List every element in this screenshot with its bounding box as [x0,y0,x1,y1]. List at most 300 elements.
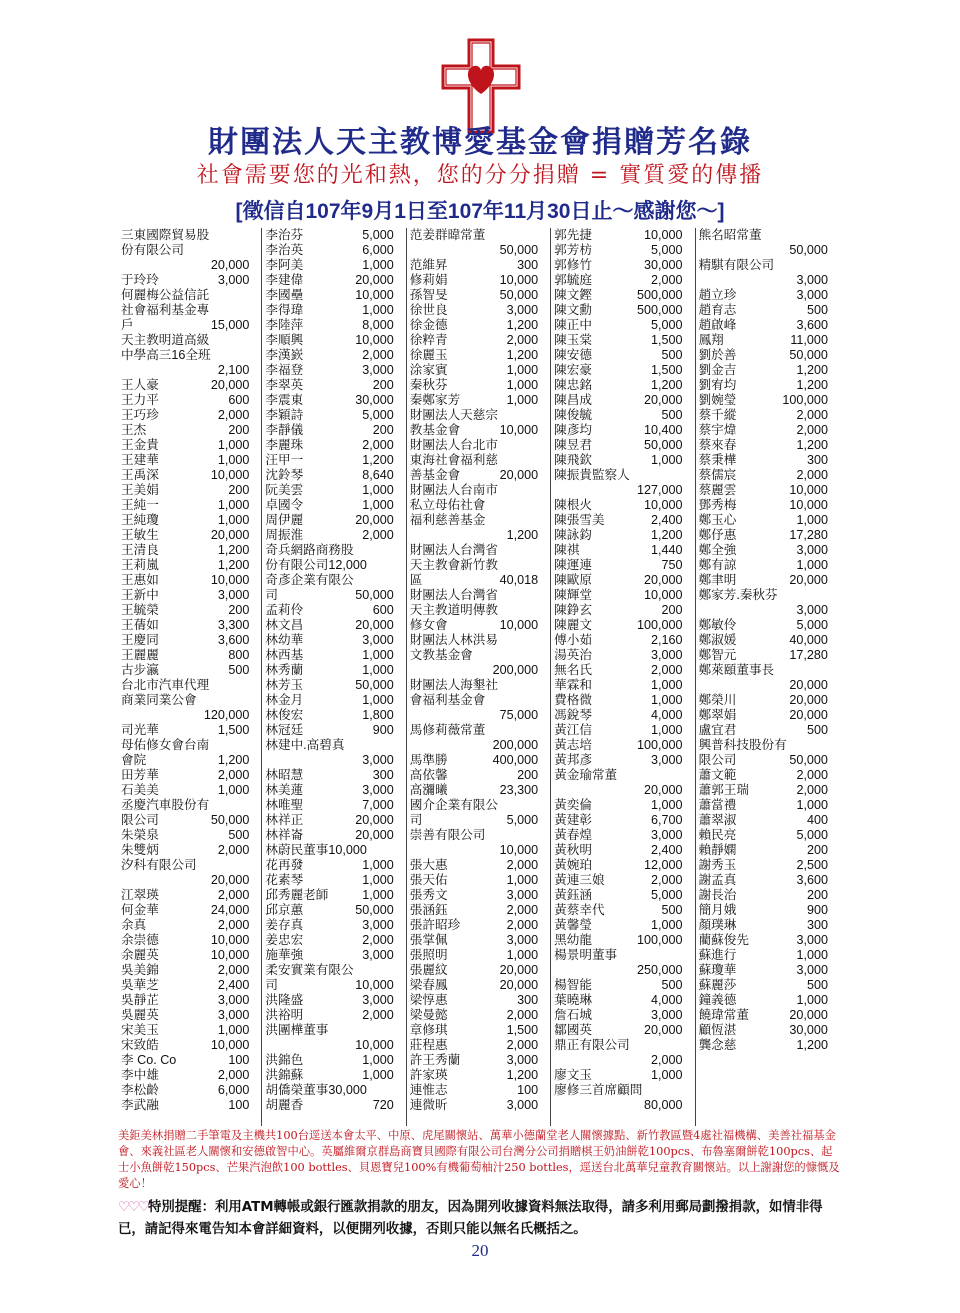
donor-entry [121,333,259,348]
donation-amount: 15,000 [210,318,250,332]
donor-entry [410,363,548,378]
donor-name: 國介企業有限公 [409,798,498,812]
donor-entry [699,693,838,708]
donor-name: 阮美雲 [265,483,304,497]
donor-name: 東海社會福利慈 [409,453,498,467]
donor-name: 徐金德 [409,318,448,332]
donation-amount: 2,000 [506,903,539,917]
donor-entry [121,693,259,708]
donor-name: 鄭有諒 [698,558,737,572]
donation-amount: 1,500 [651,333,683,347]
donor-entry [554,288,692,303]
donor-name: 洪錦色 [265,1053,304,1067]
donor-entry [121,288,259,303]
donor-entry [699,723,838,738]
donor-entry [121,558,259,573]
donor-list [118,228,840,1126]
donor-name: 善基金會 [409,468,461,482]
donor-entry [410,1053,548,1068]
donor-entry [410,483,548,498]
donor-entry [554,828,692,843]
donor-entry [121,318,259,333]
donation-amount: 200 [372,423,394,437]
donor-entry [554,333,692,348]
donation-amount: 1,500 [217,723,250,737]
donor-name: 王蒨如 [121,618,159,632]
donor-name: 林美蓮 [265,783,304,797]
donor-name: 郭先捷 [554,228,592,242]
donation-amount: 1,000 [362,303,394,317]
donor-entry [699,363,838,378]
donor-entry [410,1068,548,1083]
donation-amount [683,468,693,483]
donation-amount: 10,400 [644,423,683,437]
donor-entry [554,498,692,513]
donor-name: 吳麗英 [121,1008,159,1022]
donor-name: 林冠廷 [265,723,304,737]
donor-name: 李漢嶔 [265,348,304,362]
donor-name: 陳歐原 [554,573,592,587]
donor-name: 陳宏豪 [554,363,592,377]
donation-amount: 1,200 [217,558,250,572]
donation-amount: 20,000 [355,513,394,527]
donor-entry [410,843,548,858]
donor-entry [121,738,259,753]
donor-entry [699,948,838,963]
donor-name: 黃連三娘 [554,873,605,887]
donation-amount: 1,200 [217,753,250,767]
donor-entry [265,573,403,588]
donor-name: 修莉娟 [409,273,448,287]
donor-entry [265,828,403,843]
donor-entry [699,678,838,693]
donor-name: 李松齡 [121,1083,159,1097]
donor-entry [554,1068,692,1083]
donor-name: 張照明 [409,948,448,962]
donor-entry [121,378,259,393]
donor-name: 王建華 [121,453,159,467]
donor-entry [699,348,838,363]
donor-name: 司 [265,978,278,992]
donor-entry [699,393,838,408]
donor-name: 李陸萍 [265,318,304,332]
donation-amount: 200 [806,888,828,902]
donation-amount: 100,000 [637,738,683,752]
donor-name: 限公司 [121,813,159,827]
donor-name: 陳昌成 [554,393,592,407]
donor-entry [121,423,259,438]
donor-name: 謝長治 [698,888,737,902]
donation-amount: 1,200 [506,318,539,332]
donor-name: 李翠英 [265,378,304,392]
donor-name: 章修琪 [409,1023,448,1037]
donation-amount: 75,000 [499,708,539,722]
donor-name: 商業同業公會 [121,693,197,707]
donor-name: 林唯聖 [265,798,304,812]
donor-name: 陳輝堂 [554,588,592,602]
donor-name: 李靜儀 [265,423,304,437]
donor-name: 蕭翠淑 [698,813,737,827]
donor-entry [554,363,692,378]
donor-entry [554,348,692,363]
donor-name: 份有限公司12,000 [265,558,367,572]
donor-name: 陳麗文 [554,618,592,632]
donor-entry [699,513,838,528]
donor-name: 財團法人海墾社 [409,678,498,692]
donation-amount: 80,000 [644,1098,683,1112]
donation-amount: 50,000 [789,243,828,257]
donation-amount: 17,280 [789,528,828,542]
donor-name: 中學高三16全班 [121,348,211,362]
donation-amount: 1,000 [651,453,683,467]
donation-amount: 20,000 [499,978,539,992]
donation-amount: 50,000 [210,813,250,827]
donor-name: 施華強 [265,948,304,962]
donation-amount: 20,000 [644,573,683,587]
donation-amount: 3,600 [796,873,828,887]
donation-amount: 8,000 [362,318,394,332]
donation-amount: 200,000 [492,738,539,752]
donation-amount: 300 [806,453,828,467]
donor-name: 王清良 [121,543,159,557]
donation-amount: 800 [228,648,250,662]
donation-amount [394,1023,404,1038]
donor-name: 王杰 [121,423,147,437]
donor-name: 李國壘 [265,288,304,302]
donor-entry [410,408,548,423]
donation-amount: 400 [806,813,828,827]
donor-name: 奇兵網路商務股 [265,543,354,557]
donor-entry [265,1098,403,1113]
donor-name: 財團法人天慈宗 [409,408,498,422]
donor-name: 鄭家芳.秦秋芬 [698,588,778,602]
donor-entry [265,438,403,453]
donation-amount: 5,000 [362,228,394,242]
donor-entry [265,678,403,693]
donor-entry [121,948,259,963]
donor-name: 陳玉棠 [554,333,592,347]
donor-entry [410,648,548,663]
donor-name: 花素琴 [265,873,304,887]
donor-name: 林祥崙 [265,828,304,842]
donor-entry [265,288,403,303]
donation-amount: 2,000 [362,933,394,947]
donor-name: 李得瑋 [265,303,304,317]
donor-entry [265,633,403,648]
donation-amount: 1,000 [796,513,828,527]
donation-amount: 2,000 [796,768,828,782]
donation-amount: 3,000 [796,543,828,557]
donor-name: 姜存真 [265,918,304,932]
donor-name: 會福利基金會 [409,693,486,707]
donor-name: 林文昌 [265,618,304,632]
donation-amount: 20,000 [499,468,539,482]
donation-amount: 4,000 [651,993,683,1007]
donation-amount: 3,000 [362,918,394,932]
donor-entry [265,708,403,723]
donor-name: 興普科技股份有 [698,738,787,752]
donation-amount: 200 [661,603,683,617]
donation-amount [683,1038,693,1053]
donation-amount [394,738,404,753]
donation-amount: 100 [228,1098,250,1112]
donor-name: 湯英治 [554,648,592,662]
donation-amount: 2,000 [796,468,828,482]
donation-amount: 2,000 [362,1008,394,1022]
donor-entry [699,333,838,348]
donor-name: 王純瓊 [121,513,159,527]
donor-name: 李武融 [121,1098,159,1112]
donor-entry [265,993,403,1008]
donation-amount: 1,200 [506,1068,539,1082]
donor-entry [265,1053,403,1068]
donor-name: 沈鈴琴 [265,468,304,482]
donor-entry [554,543,692,558]
donor-entry [410,243,548,258]
donor-entry [121,678,259,693]
donation-amount: 2,400 [651,843,683,857]
donation-amount: 30,000 [644,258,683,272]
donation-amount [249,798,259,813]
donor-name: 胡麗香 [265,1098,304,1112]
donor-entry [554,1023,692,1038]
donor-name: 李福登 [265,363,304,377]
donation-amount: 3,000 [796,963,828,977]
donor-name: 林俊宏 [265,708,304,722]
donor-entry [554,648,692,663]
donor-entry [410,723,548,738]
donor-name: 黃志培 [554,738,592,752]
donation-amount: 3,000 [362,633,394,647]
donation-amount: 500 [806,303,828,317]
donor-entry [121,513,259,528]
donation-amount: 20,000 [210,873,250,887]
donation-amount: 5,000 [506,813,539,827]
donation-amount: 200,000 [492,663,539,677]
donation-amount: 2,000 [217,408,250,422]
donation-amount: 1,000 [217,783,250,797]
donor-entry [699,978,838,993]
donation-amount: 10,000 [644,588,683,602]
donation-amount: 20,000 [789,573,828,587]
donor-name: 王惠如 [121,573,159,587]
donor-name: 蔡來春 [698,438,737,452]
donor-entry [121,543,259,558]
donor-entry [410,693,548,708]
donation-amount: 3,000 [506,933,539,947]
donor-name: 奇彥企業有限公 [265,573,354,587]
donor-name: 陳根火 [554,498,592,512]
donor-entry [265,558,403,573]
donor-name: 蔡儒宸 [698,468,737,482]
donation-amount [828,738,838,753]
donor-name: 龔念慈 [698,1038,737,1052]
donation-amount: 3,000 [217,273,250,287]
donor-name: 鄭敏伶 [698,618,737,632]
donor-name: 蔡千縱 [698,408,737,422]
donor-name: 陳文鏗 [554,288,592,302]
donor-name: 徐世良 [409,303,448,317]
donor-name: 王毓榮 [121,603,159,617]
donor-name: 洪裕明 [265,1008,304,1022]
donor-entry [554,228,692,243]
donor-name: 趙啟峰 [698,318,737,332]
donation-amount: 3,600 [796,318,828,332]
donor-entry [265,858,403,873]
donor-name: 張大惠 [409,858,448,872]
donor-entry [265,378,403,393]
donor-entry [410,273,548,288]
donation-amount: 1,200 [217,543,250,557]
donor-entry [121,528,259,543]
donor-entry [699,708,838,723]
donor-entry [699,1008,838,1023]
donation-amount [538,438,548,453]
donor-entry [699,858,838,873]
donor-name: 吳華芝 [121,978,159,992]
donation-amount: 1,000 [506,393,539,407]
donation-amount [249,678,259,693]
donation-amount: 1,000 [796,798,828,812]
donation-amount: 2,000 [217,918,250,932]
donation-amount: 300 [517,258,539,272]
donation-amount: 3,000 [217,993,250,1007]
donor-name: 馬準勝 [409,753,448,767]
donor-entry [265,318,403,333]
donation-amount: 1,000 [362,258,394,272]
donor-name: 趙育志 [698,303,737,317]
donation-amount: 3,000 [217,1008,250,1022]
donor-entry [410,438,548,453]
donor-name: 林金月 [265,693,304,707]
donation-amount: 100 [228,1053,250,1067]
donor-name: 司 [265,588,278,602]
page-number: 20 [471,1241,489,1260]
donor-name: 周振淮 [265,528,304,542]
donor-name: 張掌佩 [409,933,448,947]
donation-amount [828,588,838,603]
donation-amount: 3,000 [651,1008,683,1022]
donor-entry [121,783,259,798]
donor-entry [265,1068,403,1083]
donor-entry [265,873,403,888]
donor-name: 黃鈺涵 [554,888,592,902]
donor-name: 李治英 [265,243,304,257]
donation-amount: 2,000 [506,918,539,932]
donor-name: 洪錦蘇 [265,1068,304,1082]
donor-entry [554,1083,692,1098]
donation-amount: 1,000 [651,798,683,812]
donor-name: 徐麗玉 [409,348,448,362]
donation-amount: 20,000 [355,618,394,632]
donor-name: 古步瀛 [121,663,159,677]
donor-entry [121,933,259,948]
donor-entry [699,288,838,303]
donor-name: 陳忠銘 [554,378,592,392]
donor-entry [554,618,692,633]
donor-name: 蘇麗莎 [698,978,737,992]
donor-name: 孟莉伶 [265,603,304,617]
donation-amount: 10,000 [210,1038,250,1052]
donor-name: 陳彥均 [554,423,592,437]
donor-name: 顧恆湛 [698,1023,737,1037]
donor-name: 楊智能 [554,978,592,992]
donation-amount: 10,000 [644,498,683,512]
donor-entry [265,768,403,783]
donor-name: 劉於善 [698,348,737,362]
donation-amount: 500 [228,663,250,677]
donor-name: 陳錚玄 [554,603,592,617]
donation-amount: 7,000 [362,798,394,812]
donor-name: 陳俊毓 [554,408,592,422]
donor-entry [699,483,838,498]
donor-column-5 [696,228,840,1126]
donor-name: 黃春煌 [554,828,592,842]
donor-name: 陳詠鈞 [554,528,592,542]
donor-name: 華霖和 [554,678,592,692]
donation-amount: 300 [517,993,539,1007]
donor-entry [699,453,838,468]
donor-name: 王純一 [121,498,159,512]
donation-amount: 10,000 [210,948,250,962]
donation-amount: 1,800 [362,708,394,722]
donation-amount: 200 [372,378,394,392]
donation-amount: 10,000 [789,498,828,512]
donor-entry [265,948,403,963]
donor-name: 顏璞琳 [698,918,737,932]
donor-name: 田芳華 [121,768,159,782]
donor-name: 鄭玉心 [698,513,737,527]
donor-entry [699,543,838,558]
donation-amount: 2,000 [506,858,539,872]
donor-entry [699,888,838,903]
donation-amount: 20,000 [644,783,683,797]
donor-name: 郭芳枋 [554,243,592,257]
donor-entry [554,1038,692,1053]
donation-amount: 4,000 [651,708,683,722]
donor-entry [554,1008,692,1023]
donation-amount: 500 [661,903,683,917]
donor-name: 黑幼龍 [554,933,592,947]
donor-name: 謝孟真 [698,873,737,887]
donor-entry [121,633,259,648]
donor-entry [265,408,403,423]
donor-name: 限公司 [698,753,737,767]
donor-name: 蘇瓊華 [698,963,737,977]
donor-name: 林西基 [265,648,304,662]
donation-amount: 1,000 [362,498,394,512]
donation-amount: 2,000 [217,843,250,857]
donation-amount: 1,000 [651,693,683,707]
donor-entry [554,993,692,1008]
donor-name: 傅小茹 [554,633,592,647]
donation-amount: 1,000 [651,723,683,737]
donor-entry [554,423,692,438]
donation-amount: 200 [517,768,539,782]
donor-name: 蕭文範 [698,768,737,782]
donor-name: 司 [409,813,423,827]
donation-amount: 40,000 [789,633,828,647]
donation-amount: 2,000 [506,1038,539,1052]
donation-amount [249,303,259,318]
donation-amount: 3,000 [362,993,394,1007]
donor-name: 張天佑 [409,873,448,887]
donor-entry [265,1008,403,1023]
donation-amount [538,678,548,693]
donation-amount: 20,000 [355,828,394,842]
donation-amount: 1,000 [362,888,394,902]
donor-entry [699,243,838,258]
